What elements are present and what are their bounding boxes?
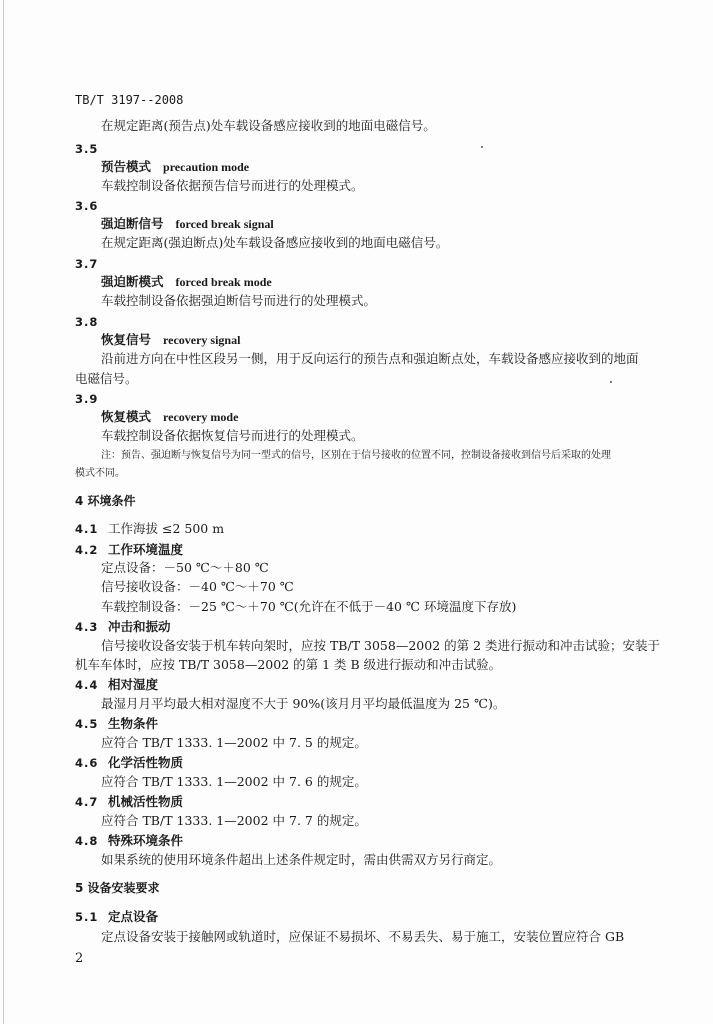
clause-number: 4.6 [75,756,99,770]
text-line: 信号接收设备：－40 ℃～＋70 ℃ [101,579,294,594]
text-line: 在规定距离(预告点)处车载设备感应接收到的地面电磁信号。 [101,118,436,133]
clause-title: 定点设备 [108,909,159,924]
term-cn: 恢复信号 [101,332,152,347]
clause-number: 4.1 [75,522,99,536]
text-line: 最湿月月平均最大相对湿度不大于 90%(该月月平均最低温度为 25 ℃)。 [101,696,506,711]
clause-number: 3.7 [75,257,99,271]
term-cn: 预告模式 [101,159,152,174]
clause-number: 3.8 [75,315,99,329]
term-en: forced break mode [175,275,272,289]
term-heading [101,332,240,348]
page-number: 2 [75,951,84,966]
clause-title: 相对湿度 [108,677,159,692]
clause-title: 机械活性物质 [108,794,184,809]
note-line: 模式不同。 [75,468,125,479]
term-heading [101,274,272,290]
clause-number: 4.8 [75,834,99,848]
clause-number: 4.3 [75,620,99,634]
text-line: 应符合 TB/T 1333. 1—2002 中 7. 6 的规定。 [101,774,367,789]
clause-title: 化学活性物质 [108,755,184,770]
term-heading [101,216,274,232]
clause-title: 工作环境温度 [108,542,184,557]
term-en: recovery mode [163,410,239,424]
text-line: 车载控制设备依据恢复信号而进行的处理模式。 [101,428,364,443]
clause-number: 5.1 [75,910,99,924]
text-line: 电磁信号。 [75,371,138,386]
text-line: 沿前进方向在中性区段另一侧，用于反向运行的预告点和强迫断点处，车载设备感应接收到的地面 [101,351,639,366]
term-heading [101,409,238,425]
text-line: 车载控制设备：－25 ℃～＋70 ℃(允许在不低于－40 ℃ 环境温度下存放) [101,599,517,614]
text-line: 机车车体时，应按 TB/T 3058—2002 的第 1 类 B 级进行振动和冲击试验。 [75,657,502,672]
scan-speck [481,146,483,148]
clause-number: 3.6 [75,199,99,213]
text-line: 应符合 TB/T 1333. 1—2002 中 7. 5 的规定。 [101,735,367,750]
section-heading: 4 环境条件 [75,494,136,508]
clause-title: 生物条件 [108,716,159,731]
clause-title: 工作海拔 ≤2 500 m [108,521,225,536]
clause-number: 4.5 [75,717,99,731]
clause-number: 4.7 [75,795,99,809]
clause-title: 冲击和振动 [108,619,171,634]
text-line: 如果系统的使用环境条件超出上述条件规定时，需由供需双方另行商定。 [101,852,502,867]
term-en: forced break signal [175,217,274,231]
text-line: 车载控制设备依据强迫断信号而进行的处理模式。 [101,293,377,308]
clause-number: 3.9 [75,392,99,406]
term-cn: 强迫断信号 [101,216,164,231]
text-line: 信号接收设备安装于机车转向架时，应按 TB/T 3058—2002 的第 2 类进行振动和冲击试验；安装于 [101,638,661,653]
text-line: 车载控制设备依据预告信号而进行的处理模式。 [101,178,364,193]
text-line: 定点设备：－50 ℃～＋80 ℃ [101,560,269,575]
term-heading [101,159,249,175]
clause-number: 3.5 [75,142,99,156]
text-line: 在规定距离(强迫断点)处车载设备感应接收到的地面电磁信号。 [101,235,449,250]
text-line: 定点设备安装于接触网或轨道时，应保证不易损坏、不易丢失、易于施工，安装位置应符合 GB [101,929,625,944]
scan-edge-line [3,0,4,1024]
text-line: 应符合 TB/T 1333. 1—2002 中 7. 7 的规定。 [101,813,367,828]
header-doc-id: TB/T 3197--2008 [75,93,184,107]
term-cn: 恢复模式 [101,409,152,424]
term-en: precaution mode [163,160,250,174]
clause-number: 4.4 [75,678,99,692]
clause-title: 特殊环境条件 [108,833,184,848]
note-line: 注：预告、强迫断与恢复信号为同一型式的信号，区别在于信号接收的位置不同，控制设备接收到信号后采取的处理 [101,450,611,461]
scan-speck [610,381,612,383]
term-cn: 强迫断模式 [101,274,164,289]
section-heading: 5 设备安装要求 [75,881,160,895]
clause-number: 4.2 [75,543,99,557]
term-en: recovery signal [163,333,241,347]
